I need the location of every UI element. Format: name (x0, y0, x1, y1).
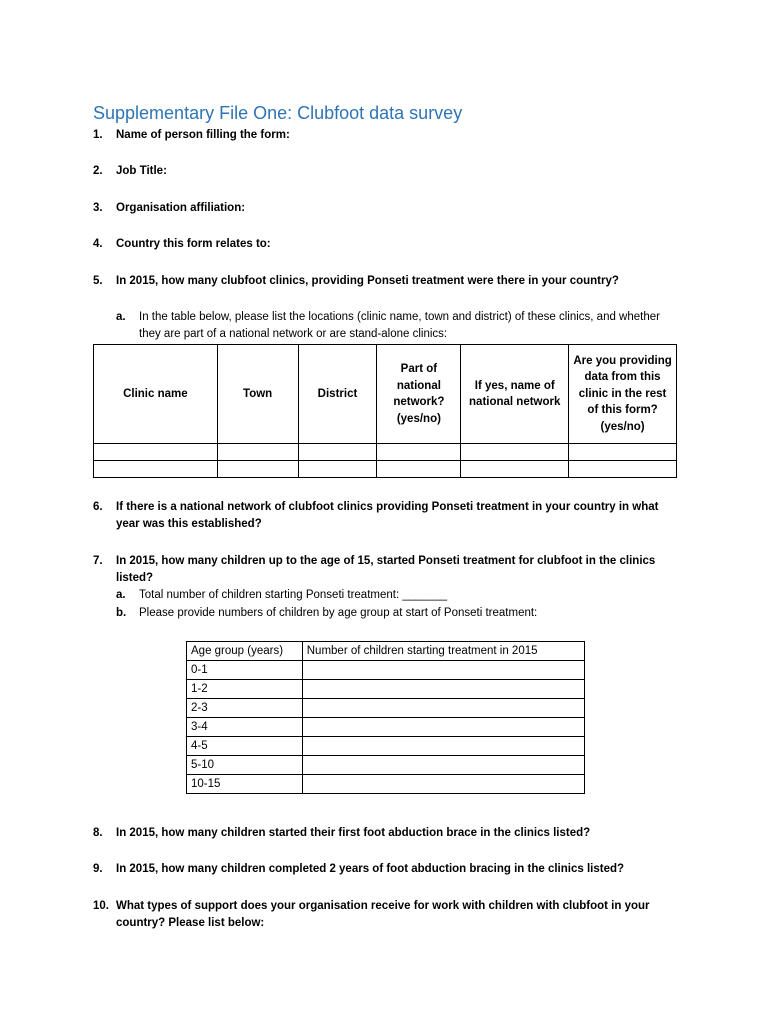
sub-label: b. (116, 607, 127, 619)
question-number: 10. (93, 900, 109, 912)
column-header: Town (217, 345, 298, 444)
question-text: Country this form relates to: (116, 238, 271, 250)
question-number: 5. (93, 275, 103, 287)
question-7a (116, 587, 676, 604)
question-number: 1. (93, 129, 103, 141)
question-text: Name of person filling the form: (116, 129, 290, 141)
table-header-row (187, 642, 585, 661)
age-group-cell: 5-10 (187, 756, 303, 775)
table-cell[interactable] (377, 461, 461, 478)
question-9 (93, 861, 683, 878)
sub-label: a. (116, 589, 126, 601)
question-5a (116, 309, 676, 343)
table-row (187, 737, 585, 756)
column-header: Clinic name (94, 345, 218, 444)
question-number: 9. (93, 863, 103, 875)
count-input-cell[interactable] (302, 699, 584, 718)
table-row (187, 680, 585, 699)
sub-text: Please provide numbers of children by age group at start of Ponseti treatment: (139, 607, 538, 619)
count-input-cell[interactable] (302, 718, 584, 737)
question-number: 4. (93, 238, 103, 250)
table-cell[interactable] (298, 444, 377, 461)
question-text: If there is a national network of clubfoot clinics providing Ponseti treatment in your country in what year was this established? (116, 501, 659, 530)
age-group-cell: 1-2 (187, 680, 303, 699)
count-input-cell[interactable] (302, 737, 584, 756)
question-5 (93, 273, 683, 290)
question-number: 3. (93, 202, 103, 214)
sub-label: a. (116, 311, 126, 323)
column-header: Are you providing data from this clinic in the rest of this form? (yes/no) (569, 345, 677, 444)
table-row (187, 699, 585, 718)
age-group-cell: 0-1 (187, 661, 303, 680)
table-cell[interactable] (377, 444, 461, 461)
question-7b (116, 605, 676, 622)
table-row (187, 756, 585, 775)
table-cell[interactable] (217, 444, 298, 461)
question-number: 2. (93, 165, 103, 177)
count-input-cell[interactable] (302, 775, 584, 794)
question-text: In 2015, how many children completed 2 years of foot abduction bracing in the clinics listed? (116, 863, 625, 875)
table-cell[interactable] (94, 444, 218, 461)
question-6 (93, 499, 678, 533)
column-header: If yes, name of national network (461, 345, 569, 444)
question-10 (93, 898, 673, 932)
column-header: Number of children starting treatment in 2015 (302, 642, 584, 661)
table-cell[interactable] (569, 444, 677, 461)
question-4 (93, 236, 271, 253)
table-cell[interactable] (461, 461, 569, 478)
count-input-cell[interactable] (302, 661, 584, 680)
table-row (94, 444, 677, 461)
age-group-table (186, 641, 585, 794)
table-header-row (94, 345, 677, 444)
question-number: 8. (93, 827, 103, 839)
age-group-cell: 10-15 (187, 775, 303, 794)
count-input-cell[interactable] (302, 680, 584, 699)
page-title: Supplementary File One: Clubfoot data survey (93, 103, 463, 123)
table-row (187, 718, 585, 737)
table-cell[interactable] (569, 461, 677, 478)
column-header: Part of national network? (yes/no) (377, 345, 461, 444)
question-1 (93, 127, 290, 144)
table-cell[interactable] (94, 461, 218, 478)
table-cell[interactable] (298, 461, 377, 478)
sub-text: In the table below, please list the locations (clinic name, town and district) of these clinics, and whether they are part of a national network or are stand-alone clinics: (139, 311, 660, 340)
question-text: What types of support does your organisation receive for work with children with clubfoot in your country? Please list below: (116, 900, 650, 929)
question-number: 7. (93, 555, 103, 567)
question-3 (93, 200, 245, 217)
question-text: In 2015, how many clubfoot clinics, providing Ponseti treatment were there in your country? (116, 275, 619, 287)
question-2 (93, 163, 167, 180)
table-cell[interactable] (217, 461, 298, 478)
clinic-table (93, 344, 677, 478)
table-row (94, 461, 677, 478)
age-group-cell: 2-3 (187, 699, 303, 718)
column-header: Age group (years) (187, 642, 303, 661)
age-group-cell: 4-5 (187, 737, 303, 756)
table-row (187, 775, 585, 794)
question-text: In 2015, how many children started their first foot abduction brace in the clinics listed? (116, 827, 591, 839)
count-input-cell[interactable] (302, 756, 584, 775)
question-text: In 2015, how many children up to the age of 15, started Ponseti treatment for clubfoot in the clinics listed? (116, 555, 656, 584)
question-7 (93, 553, 678, 587)
question-text: Job Title: (116, 165, 167, 177)
table-row (187, 661, 585, 680)
table-cell[interactable] (461, 444, 569, 461)
question-8 (93, 825, 683, 842)
question-number: 6. (93, 501, 103, 513)
column-header: District (298, 345, 377, 444)
age-group-cell: 3-4 (187, 718, 303, 737)
question-text: Organisation affiliation: (116, 202, 246, 214)
sub-text: Total number of children starting Ponseti treatment: _______ (139, 589, 448, 601)
